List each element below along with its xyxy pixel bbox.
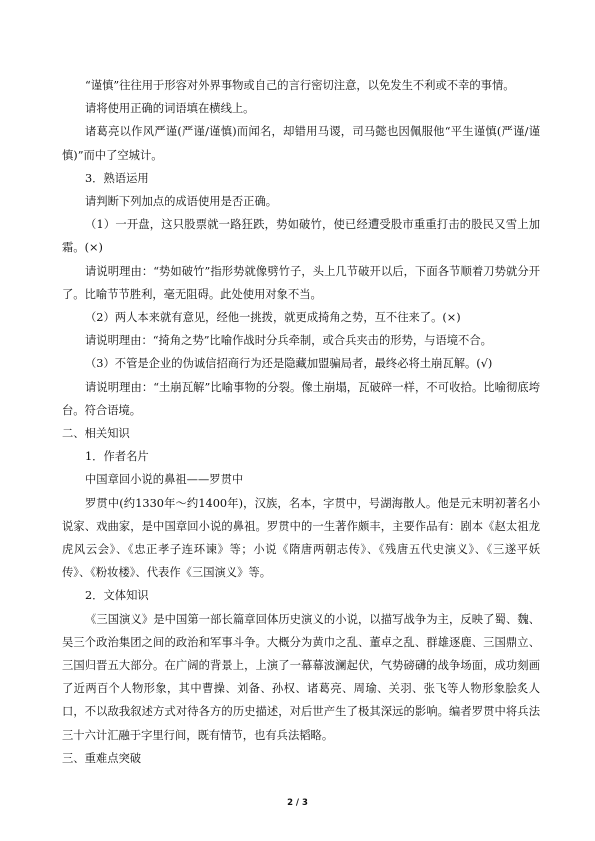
section-heading-related-knowledge: 二、相关知识 xyxy=(62,427,130,441)
paragraph-sanguo-intro: 《三国演义》是中国第一部长篇章回体历史演义的小说，以描写战争为主，反映了蜀、魏、吴三个政治集团之间的政治和军事斗争。大概分为黄巾之乱、董卓之乱、群雄逐鹿、三国鼎立、三国归晋五大部分。在广阔的背景上，上演了一幕幕波澜起伏，气势磅礴的战争场面，成功刻画了近两百个人物形象，其中曹操、刘备、孙权、诸葛亮、周瑜、关羽、张飞等人物形象脍炙人口，不以敌我叙述方式对待各方的历史描述，对后世产生了极其深远的影响。编者罗贯中将兵法三十六计汇融于字里行间，既有情节，也有兵法韬略。 xyxy=(62,612,540,742)
author-subtitle: 中国章回小说的鼻祖——罗贯中 xyxy=(85,473,244,487)
section-heading-key-points: 三、重难点突破 xyxy=(62,751,142,765)
paragraph-judge-instruction: 请判断下列加点的成语使用是否正确。 xyxy=(85,195,278,209)
paragraph-fill-instruction: 请将使用正确的词语填在横线上。 xyxy=(85,102,255,116)
heading-author-card: 1．作者名片 xyxy=(85,450,149,464)
heading-genre-knowledge: 2．文体知识 xyxy=(85,589,149,603)
question-2: （2）两人本来就有意见，经他一挑拨，就更成掎角之势，互不往来了。(×) xyxy=(85,311,461,325)
answer-3-reason: 请说明理由：“土崩瓦解”比喻事物的分裂。像土崩塌，瓦破碎一样，不可收拾。比喻彻底垮台。符合语境。 xyxy=(62,380,540,417)
document-body xyxy=(62,74,540,770)
page-number: 2 / 3 xyxy=(287,798,308,808)
paragraph-author-bio: 罗贯中(约1330年～约1400年)，汉族，名本，字贯中，号湖海散人。他是元末明初著名小说家、戏曲家，是中国章回小说的鼻祖。罗贯中的一生著作颇丰，主要作品有：剧本《赵太祖龙虎风云会》、《忠正孝子连环谏》等；小说《隋唐两朝志传》、《残唐五代史演义》、《三遂平妖传》、《粉妆楼》、代表作《三国演义》等。 xyxy=(62,496,540,580)
question-3: （3）不管是企业的伪诚信招商行为还是隐藏加盟骗局者，最终必将土崩瓦解。(√) xyxy=(85,357,493,371)
answer-2-reason: 请说明理由：“掎角之势”比喻作战时分兵牵制，或合兵夹击的形势，与语境不合。 xyxy=(85,334,492,348)
paragraph-zhuge-example: 诸葛亮以作风严谨(严谨/谨慎)而闻名，却错用马谡，司马懿也因佩服他“平生谨慎(严谨/谨慎)”而中了空城计。 xyxy=(62,125,540,162)
question-1: （1）一开盘，这只股票就一路狂跌，势如破竹，使已经遭受股市重重打击的股民又雪上加霜。(×) xyxy=(62,218,540,255)
heading-idiom-usage: 3．熟语运用 xyxy=(85,171,149,185)
paragraph-jinshen-definition: “谨慎”往往用于形容对外界事物或自己的言行密切注意，以免发生不利或不幸的事情。 xyxy=(85,79,515,92)
answer-1-reason: 请说明理由：“势如破竹”指形势就像劈竹子，头上几节破开以后，下面各节顺着刀势就分开了。比喻节节胜利，毫无阻碍。此处使用对象不当。 xyxy=(62,264,540,301)
